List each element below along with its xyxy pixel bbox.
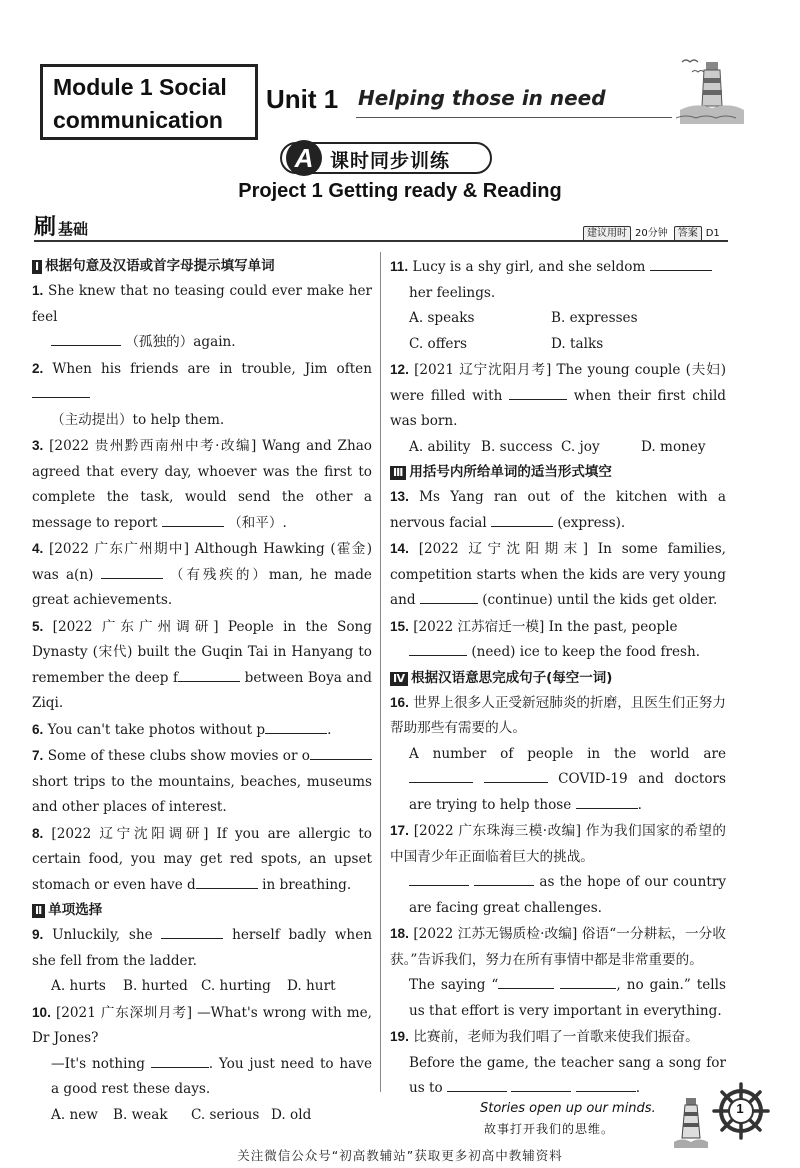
unit-underline xyxy=(356,117,672,118)
answer-blank[interactable] xyxy=(151,1052,209,1068)
answer-blank[interactable] xyxy=(409,870,469,886)
answer-blank[interactable] xyxy=(576,793,638,809)
column-divider xyxy=(380,252,381,1092)
question-10-options xyxy=(32,1103,372,1129)
module-title-line1: Module 1 Social xyxy=(53,74,227,100)
option-c[interactable]: C. joy xyxy=(561,438,600,455)
question-text: herself badly when she fell from the ladder. xyxy=(32,927,372,969)
question-13 xyxy=(390,484,726,536)
question-9 xyxy=(32,922,372,974)
question-text: Lucy is a shy girl, and she seldom xyxy=(412,259,646,275)
question-number: 18. xyxy=(390,926,409,941)
question-number: 12. xyxy=(390,362,409,377)
option-d[interactable]: D. talks xyxy=(551,335,604,352)
section-number: Ⅳ xyxy=(390,672,408,686)
answer-blank[interactable] xyxy=(196,873,258,889)
answer-blank[interactable] xyxy=(178,666,240,682)
option-d[interactable]: D. old xyxy=(271,1106,312,1123)
answer-blank[interactable] xyxy=(576,1076,636,1092)
question-text: She knew that no teasing could ever make her feel xyxy=(32,283,372,325)
question-prompt-cn: [2022 广东珠海三模·改编] 作为我们国家的希望的中国青少年正面临着巨大的挑战。 xyxy=(390,823,726,865)
option-d[interactable]: D. money xyxy=(641,438,706,455)
question-10 xyxy=(32,1000,372,1052)
section-3-heading xyxy=(390,460,726,484)
answer-blank[interactable] xyxy=(409,767,473,783)
question-11-options xyxy=(390,306,726,332)
answer-blank[interactable] xyxy=(32,382,90,398)
left-column xyxy=(32,254,372,1128)
time-label: 建议用时 xyxy=(583,226,631,242)
question-5 xyxy=(32,614,372,717)
question-16 xyxy=(390,690,726,742)
module-title-line2: communication xyxy=(53,107,223,133)
question-text: （孤独的）again. xyxy=(125,334,236,350)
question-text: A number of people in the world are xyxy=(409,745,726,762)
question-text: [2022 贵州黔西南州中考·改编] Wang and Zhao agreed that every day, whoever was the first to complete the task, would send the other a message to report xyxy=(32,438,372,531)
question-text: , no gain.” tells us that effort is very important in everything. xyxy=(409,977,726,1019)
section-number: Ⅰ xyxy=(32,260,42,274)
section-2-heading xyxy=(32,898,372,922)
question-text: in breathing. xyxy=(262,876,352,893)
footer-note: 关注微信公众号“初高教辅站”获取更多初高中教辅资料 xyxy=(237,1148,563,1163)
question-text: [2022 辽宁沈阳期末] In some families, competition starts when the kids are very young and xyxy=(390,541,726,608)
question-10-reply xyxy=(32,1052,372,1103)
question-number: 8. xyxy=(32,825,44,841)
answer-blank[interactable] xyxy=(474,870,534,886)
answer-blank[interactable] xyxy=(265,718,327,734)
question-12 xyxy=(390,357,726,435)
section-number: Ⅱ xyxy=(32,904,45,918)
question-14 xyxy=(390,536,726,614)
question-number: 3. xyxy=(32,438,44,453)
option-b[interactable]: B. success xyxy=(481,438,553,455)
question-text: . xyxy=(635,1080,641,1096)
question-text: [2021 辽宁沈阳月考] The young couple (夫妇) were filled with xyxy=(390,362,726,404)
question-2 xyxy=(32,356,372,434)
question-number: 19. xyxy=(390,1029,409,1044)
question-number: 16. xyxy=(390,694,409,710)
answer-blank[interactable] xyxy=(509,384,567,400)
question-number: 11. xyxy=(390,259,409,274)
section-header xyxy=(34,210,88,241)
question-18 xyxy=(390,921,726,973)
question-17-answer xyxy=(390,870,726,921)
question-text: . xyxy=(327,721,332,738)
answer-label: 答案 xyxy=(674,226,702,242)
question-8 xyxy=(32,821,372,899)
right-column xyxy=(390,254,726,1102)
question-text: （有残疾的）man, he made great achievements. xyxy=(32,566,372,608)
question-text: . You just need to have a good rest these days. xyxy=(51,1055,373,1097)
question-text: (express). xyxy=(557,514,626,531)
section-4-heading xyxy=(390,666,726,690)
question-text: Before the game, the teacher sang a song for us to xyxy=(409,1054,726,1096)
question-text: [2022 广东广州调研] People in the Song Dynasty (宋代) built the Guqin Tai in Hanyang to remember the deep f xyxy=(32,618,373,686)
question-text: Unluckily, she xyxy=(52,927,153,943)
question-number: 15. xyxy=(390,618,409,634)
question-number: 5. xyxy=(32,618,44,634)
unit-subtitle: Helping those in need xyxy=(358,86,606,110)
footer-motto-en: Stories open up our minds. xyxy=(480,1101,656,1116)
answer-blank[interactable] xyxy=(101,563,163,579)
question-prompt-cn: 世界上很多人正受新冠肺炎的折磨，且医生们正努力帮助那些有需要的人。 xyxy=(390,694,726,736)
footer-motto-cn: 故事打开我们的思维。 xyxy=(484,1122,615,1136)
question-prompt-cn: [2022 江苏无锡质检·改编] 俗语“一分耕耘，一分收获。”告诉我们，努力在所有事情中都是非常重要的。 xyxy=(390,926,726,968)
question-text: （和平）. xyxy=(228,514,287,531)
option-a[interactable]: A. hurts xyxy=(51,978,106,994)
question-text: [2022 辽宁沈阳调研] If you are allergic to certain food, you may get red spots, an upset stomach or even have d xyxy=(32,825,372,893)
question-6 xyxy=(32,717,372,744)
question-number: 9. xyxy=(32,927,44,942)
question-number: 7. xyxy=(32,748,44,763)
option-d[interactable]: D. hurt xyxy=(287,978,336,994)
question-text: [2022 江苏宿迁一模] In the past, people xyxy=(413,618,678,635)
question-number: 10. xyxy=(32,1004,51,1020)
page-number: 1 xyxy=(736,1101,744,1116)
lighthouse-icon xyxy=(676,48,746,124)
answer-blank[interactable] xyxy=(409,640,467,656)
question-number: 2. xyxy=(32,360,44,376)
section-1-title: 根据句意及汉语或首字母提示填写单词 xyxy=(45,258,275,274)
question-number: 13. xyxy=(390,489,409,504)
section-3-title: 用括号内所给单词的适当形式填空 xyxy=(409,464,612,480)
answer-blank[interactable] xyxy=(420,588,478,604)
question-text: When his friends are in trouble, Jim often xyxy=(52,360,372,377)
answer-blank[interactable] xyxy=(498,973,554,989)
question-number: 17. xyxy=(390,823,409,838)
question-15 xyxy=(390,614,726,666)
section-subtitle: 基础 xyxy=(58,220,89,238)
option-b[interactable]: B. weak xyxy=(113,1106,168,1123)
question-4 xyxy=(32,536,372,614)
question-17 xyxy=(390,818,726,870)
question-text: The saying “ xyxy=(409,977,499,993)
question-18-answer xyxy=(390,973,726,1024)
question-9-options xyxy=(32,974,372,1000)
section-number: Ⅲ xyxy=(390,466,406,480)
option-c[interactable]: C. hurting xyxy=(201,978,271,994)
option-b[interactable]: B. expresses xyxy=(551,310,638,326)
answer-blank[interactable] xyxy=(491,511,553,527)
question-number: 1. xyxy=(32,283,44,298)
module-title-box xyxy=(40,64,258,140)
question-text: . xyxy=(637,796,642,813)
answer-blank[interactable] xyxy=(162,511,224,527)
option-a[interactable]: A. speaks xyxy=(409,310,475,326)
question-text: short trips to the mountains, beaches, museums and other places of interest. xyxy=(32,773,372,815)
question-16-answer xyxy=(390,742,726,819)
section-4-title: 根据汉语意思完成句子(每空一词) xyxy=(411,669,613,686)
answer-blank[interactable] xyxy=(560,973,616,989)
section-2-title: 单项选择 xyxy=(48,902,103,918)
question-11 xyxy=(390,254,726,306)
section-title: 刷 xyxy=(34,215,57,240)
question-19 xyxy=(390,1024,726,1051)
question-text: (continue) until the kids get older. xyxy=(482,592,718,608)
question-text: [2021 广东深圳月考] —What's wrong with me, Dr Jones? xyxy=(32,1004,373,1046)
badge-letter: A xyxy=(286,140,322,176)
unit-title: Unit 1 xyxy=(266,84,339,114)
answer-blank[interactable] xyxy=(310,744,372,760)
question-text: Ms Yang ran out of the kitchen with a nervous facial xyxy=(390,489,726,531)
question-12-options xyxy=(390,435,726,461)
badge-text: 课时同步训练 xyxy=(330,150,451,172)
option-c[interactable]: C. serious xyxy=(191,1106,260,1123)
section-1-heading xyxy=(32,254,372,278)
question-text: when their first child was born. xyxy=(390,387,726,429)
option-a[interactable]: A. new xyxy=(51,1106,98,1123)
answer-blank[interactable] xyxy=(447,1076,507,1092)
question-text: You can't take photos without p xyxy=(47,721,266,738)
question-text: Some of these clubs show movies or o xyxy=(47,748,310,764)
answer-blank[interactable] xyxy=(511,1076,571,1092)
question-3 xyxy=(32,433,372,536)
question-number: 14. xyxy=(390,541,409,556)
answer-blank[interactable] xyxy=(484,767,548,783)
answer-blank[interactable] xyxy=(650,255,712,271)
answer-blank[interactable] xyxy=(161,923,223,939)
answer-blank[interactable] xyxy=(51,330,121,346)
header-divider xyxy=(34,240,728,242)
answer-value: D1 xyxy=(705,228,720,239)
question-text: —It's nothing xyxy=(51,1055,145,1072)
question-number: 4. xyxy=(32,541,44,556)
question-text: as the hope of our country are facing great challenges. xyxy=(409,874,726,916)
question-prompt-cn: 比赛前，老师为我们唱了一首歌来使我们振奋。 xyxy=(413,1029,699,1045)
option-b[interactable]: B. hurted xyxy=(123,978,188,994)
question-text: between Boya and Ziqi. xyxy=(32,669,372,711)
question-text: (need) ice to keep the food fresh. xyxy=(471,644,701,660)
time-value: 20分钟 xyxy=(635,228,668,239)
question-number: 6. xyxy=(32,721,44,737)
option-c[interactable]: C. offers xyxy=(409,335,467,352)
question-text: COVID-19 and doctors are trying to help those xyxy=(409,771,727,813)
question-1 xyxy=(32,278,372,356)
question-text: [2022 广东广州期中] Although Hawking (霍金) was a(n) xyxy=(32,541,372,583)
option-a[interactable]: A. ability xyxy=(409,438,471,455)
question-7 xyxy=(32,743,372,821)
question-11-options-2 xyxy=(390,332,726,358)
question-text: her feelings. xyxy=(409,284,496,301)
lighthouse-icon xyxy=(674,1092,708,1148)
project-title: Project 1 Getting ready & Reading xyxy=(238,180,562,202)
question-text: （主动提出）to help them. xyxy=(51,411,225,428)
